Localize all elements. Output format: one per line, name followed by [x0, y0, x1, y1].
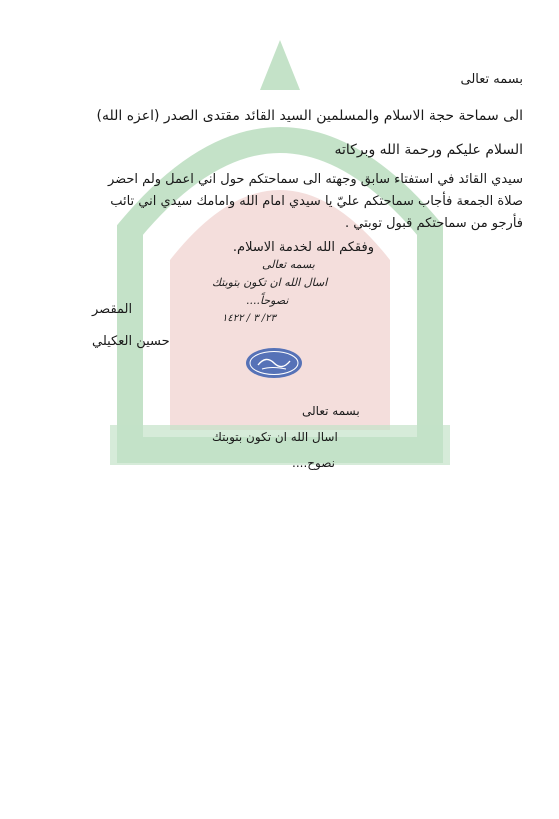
handwritten-date: ٢٣/ ٣ / ١٤٢٢: [222, 313, 276, 324]
handwritten-reply-line-2: نصوحاً....: [246, 294, 289, 307]
letter-body-line-2: صلاة الجمعة فأجاب سماحتكم عليّ يا سيدي امام الله وامامك سيدي اني تائب: [110, 194, 523, 209]
letter-address: الى سماحة حجة الاسلام والمسلمين السيد القائد مقتدى الصدر (اعزه الله): [96, 108, 523, 124]
handwritten-basmala: بسمه تعالى: [262, 258, 315, 271]
letter-body-line-3: فأرجو من سماحتكم قبول توبتي .: [344, 216, 523, 231]
letter-closing: وفقكم الله لخدمة الاسلام.: [232, 240, 374, 255]
handwritten-reply-line: اسال الله ان تكون بتوبتك: [212, 276, 328, 289]
letter-greeting: السلام عليكم ورحمة الله وبركاته: [334, 142, 523, 158]
typed-reply-line: اسال الله ان تكون بتوبتك: [212, 430, 338, 444]
letter-basmala: بسمه تعالى: [460, 72, 523, 87]
typed-reply-basmala: بسمه تعالى: [302, 404, 360, 418]
official-seal-stamp: [244, 346, 304, 380]
typed-reply-line-2: نصوح....: [292, 456, 335, 470]
signature-name: حسين العكيلي: [92, 334, 170, 349]
letter-body-line-1: سيدي القائد في استفتاء سابق وجهته الى سماحتكم حول اني اعمل ولم احضر: [107, 172, 523, 187]
signature-title: المقصر: [92, 302, 133, 317]
